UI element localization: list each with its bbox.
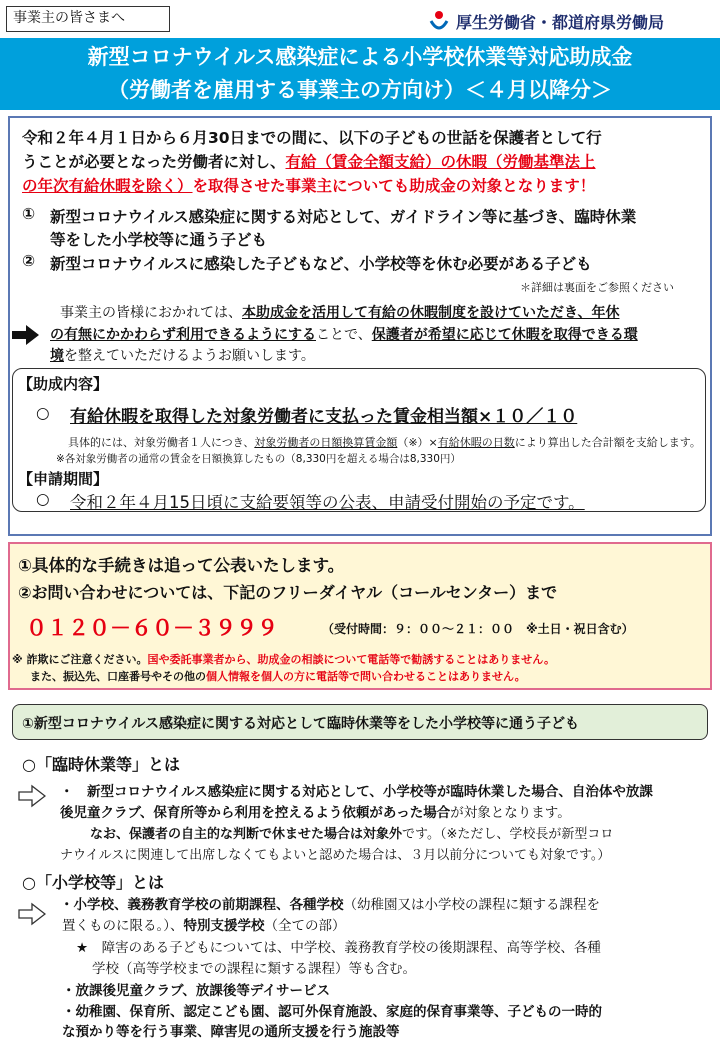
subsidy-detail-2: ※各対象労働者の通常の賃金を日額換算したもの（8,330円を超える場合は8,330円） (56, 453, 461, 465)
school-types-line-2 (62, 914, 346, 934)
request-line-2a: の有無にかかわらず利用できるようにする (50, 327, 316, 343)
closure-answer-line-4: ナウイルスに関連して出席しなくてもよいと認めた場合は、３月以前分についても対象です。） (60, 848, 611, 863)
closure-answer-line-3 (90, 823, 613, 842)
subsidy-detail-1a: 具体的には、対象労働者１人につき、 (68, 436, 255, 449)
contact-line-1: ①具体的な手続きは追って公表いたします。 (18, 556, 345, 575)
closure-answer-3a: なお、保護者の自主的な判断で休ませた場合は対象外 (90, 827, 403, 842)
question-temporary-closure: ○「臨時休業等」とは (22, 755, 180, 774)
request-line-2c: 保護者が希望に応じて休暇を取得できる環 (371, 327, 638, 343)
closure-answer-line-1: ・ 新型コロナウイルス感染症に関する対応として、小学校等が臨時休業した場合、自治体や放課 (60, 784, 653, 800)
child-item-1-number: ① (22, 205, 36, 223)
fraud-warning-line-2 (30, 668, 526, 684)
school-types-2b: 特別支援学校 (183, 918, 265, 934)
title-line-2: （労働者を雇用する事業主の方向け）＜４月以降分＞ (108, 78, 612, 102)
school-types-line-1 (60, 893, 600, 913)
title-line-1: 新型コロナウイルス感染症による小学校休業等対応助成金 (87, 45, 633, 69)
subsidy-detail-1c: （※）× (397, 436, 438, 449)
school-types-line-4: 学校（高等学校までの課程に類する課程）等も含む。 (92, 961, 416, 977)
subsidy-mark: ○ (36, 404, 50, 422)
section-heading: ①新型コロナウイルス感染症に関する対応として臨時休業等をした小学校等に通う子ども (22, 716, 580, 732)
school-types-line-3: ★ 障害のある子どもについては、中学校、義務教育学校の後期課程、高等学校、各種 (76, 940, 601, 956)
subsidy-detail-1d: 有給休暇の日数 (437, 436, 515, 449)
hollow-arrow-icon (18, 784, 46, 808)
closure-answer-line-2 (60, 801, 571, 821)
request-line-3b: を整えていただけるようお願いします。 (64, 348, 315, 364)
subsidy-amount (70, 402, 577, 427)
school-types-1b: （幼稚園又は小学校の課程に類する課程を (343, 897, 600, 913)
school-types-2a: 置くものに限る。）、 (62, 918, 184, 934)
question-school-types: ○「小学校等」とは (22, 873, 164, 892)
request-line-1b: 本助成金を活用して有給の休暇制度を設けていただき、年休 (242, 305, 620, 321)
intro-exclusion: の年次有給休暇を除く） (22, 177, 193, 195)
school-types-line-5: ・放課後児童クラブ、放課後等デイサービス (62, 983, 330, 999)
ministry-logo-icon (428, 9, 450, 33)
ministry-name: 厚生労働省・都道府県労働局 (456, 12, 665, 32)
school-types-1a: ・小学校、義務教育学校の前期課程、各種学校 (60, 897, 344, 913)
intro-line-1: 令和２年４月１日から６月30日までの間に、以下の子どもの世話を保護者として行 (22, 129, 602, 147)
subsidy-amount-text: 有給休暇を取得した対象労働者に支払った賃金相当額×１０／１０ (70, 407, 578, 427)
hollow-arrow-icon (18, 902, 46, 926)
school-types-2c: （全ての部） (264, 918, 346, 934)
subsidy-detail-1e: により算出した合計額を支給します。 (514, 436, 701, 449)
intro-line-2a: うことが必要となった労働者に対し、 (22, 153, 286, 171)
intro-line-3 (22, 174, 595, 196)
detail-note: ＊詳細は裏面をご参照ください (520, 281, 674, 294)
request-line-1 (60, 302, 619, 322)
fraud-warning-line-1 (12, 651, 555, 667)
title-banner (0, 38, 720, 110)
child-item-1-line-2: 等をした小学校等に通う子ども (50, 231, 268, 249)
closure-answer-2a: 後児童クラブ、保育所等から利用を控えるよう依頼があった場合 (60, 805, 451, 821)
phone-number[interactable]: ０１２０－６０－３９９９ (26, 616, 278, 640)
intro-line-2 (22, 150, 596, 172)
fraud-warning-2a: また、振込先、口座番号やその他の (30, 670, 206, 683)
request-line-2 (50, 324, 638, 344)
subsidy-heading: 【助成内容】 (18, 375, 109, 393)
intro-paid-leave: 有給（賃金全額支給）の休暇（労働基準法上 (285, 153, 596, 171)
ministry-org (428, 6, 664, 36)
period-mark: ○ (36, 490, 50, 508)
phone-hours: （受付時間：９：００～２１：００ ※土日・祝日含む） (322, 622, 634, 636)
request-line-3 (50, 345, 315, 365)
request-line-1a: 事業主の皆様におかれては、 (60, 305, 242, 321)
school-types-line-6: ・幼稚園、保育所、認定こども園、認可外保育施設、家庭的保育事業等、子どもの一時的 (62, 1004, 602, 1020)
period-heading: 【申請期間】 (18, 470, 109, 488)
closure-answer-3b: です。（※ただし、学校長が新型コロ (402, 827, 614, 842)
period-text (70, 489, 585, 513)
subsidy-detail-1 (68, 434, 701, 450)
school-types-line-7: な預かり等を行う事業、障害児の通所支援を行う施設等 (62, 1024, 400, 1040)
request-line-3a: 境 (50, 348, 64, 364)
arrow-right-icon (12, 323, 40, 347)
child-item-2: 新型コロナウイルスに感染した子どもなど、小学校等を休む必要がある子ども (50, 255, 592, 273)
fraud-warning-1a: ※ 詐欺にご注意ください。 (12, 653, 148, 666)
period-text-inner: 令和２年４月15日頃に支給要領等の公表、申請受付開始の予定です。 (70, 493, 585, 512)
intro-target: を取得させた事業主についても助成金の対象となります！ (192, 177, 596, 195)
child-item-1-line-1: 新型コロナウイルス感染症に関する対応として、ガイドライン等に基づき、臨時休業 (50, 208, 637, 226)
fraud-warning-1b: 国や委託事業者から、助成金の相談について電話等で勧誘することはありません。 (147, 653, 555, 666)
request-line-2b: ことで、 (316, 327, 372, 343)
closure-answer-2b: が対象となります。 (450, 805, 571, 821)
subsidy-detail-1b: 対象労働者の日額換算賃金額 (254, 436, 398, 449)
child-item-2-number: ② (22, 252, 36, 270)
fraud-warning-2b: 個人情報を個人の方に電話等で問い合わせることはありません。 (206, 670, 526, 683)
contact-line-2: ②お問い合わせについては、下記のフリーダイヤル（コールセンター）まで (18, 583, 558, 602)
audience-tag: 事業主の皆さまへ (6, 6, 170, 32)
